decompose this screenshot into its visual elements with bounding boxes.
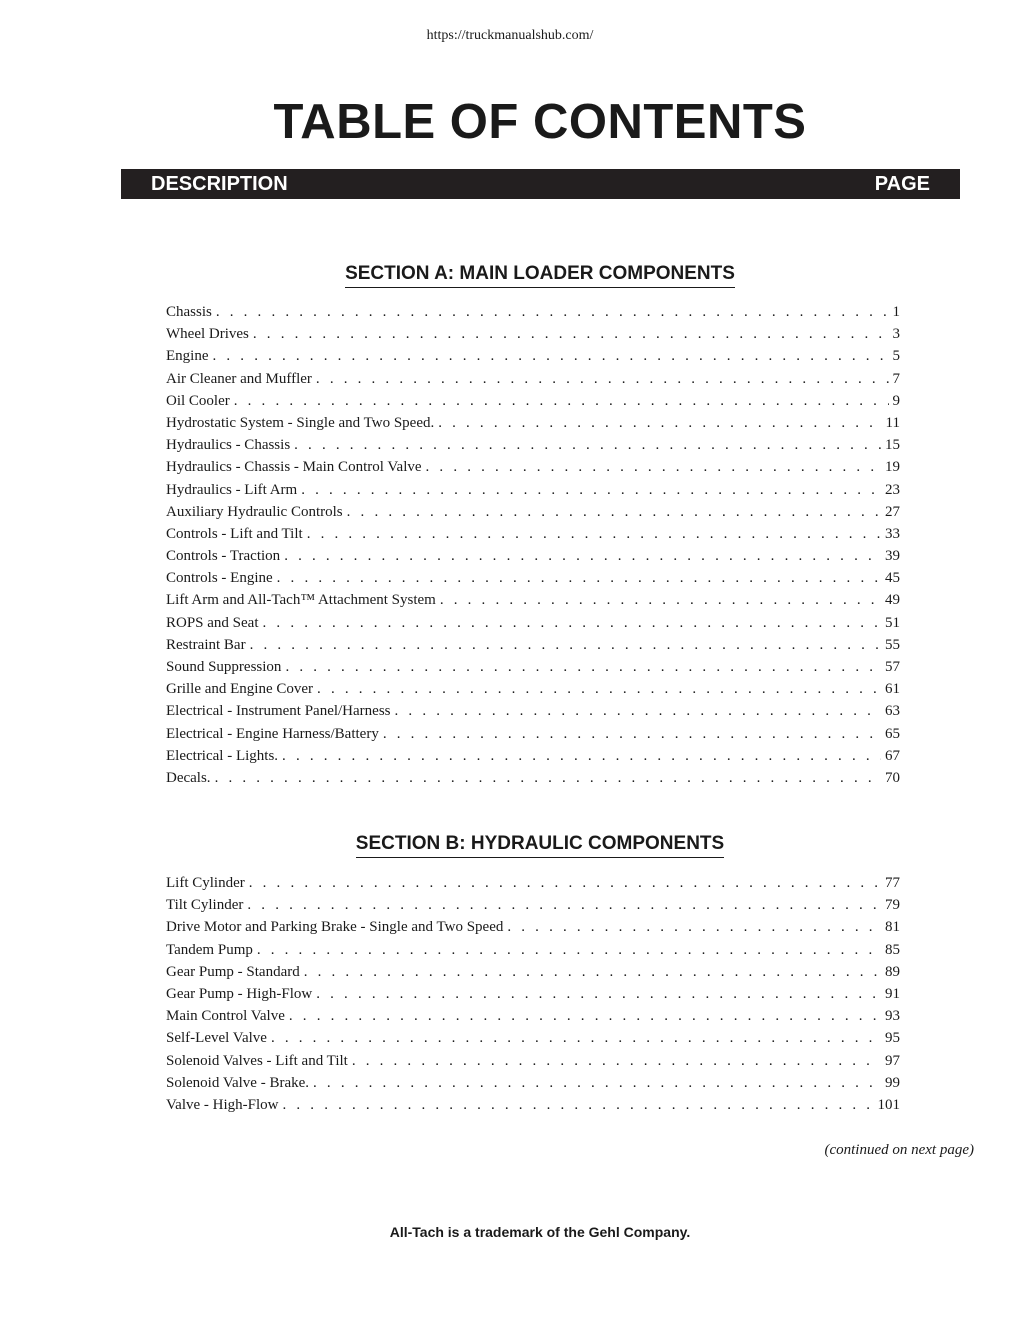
toc-entry-page: 95 [885,1030,900,1047]
dot-leader [282,748,881,765]
toc-entry-label: Decals. [166,769,211,786]
toc-entry-label: Wheel Drives [166,326,249,343]
toc-entry[interactable] [166,964,900,986]
toc-entry[interactable] [166,726,900,748]
dot-leader [316,371,889,388]
toc-entry-label: Engine [166,348,209,365]
section-a-heading: SECTION A: MAIN LOADER COMPONENTS [0,263,1020,288]
toc-entry[interactable] [166,919,900,941]
dot-leader [313,1075,881,1092]
toc-entry[interactable] [166,875,900,897]
toc-entry[interactable] [166,942,900,964]
toc-entry-label: Hydraulics - Chassis - Main Control Valve [166,459,422,476]
toc-entry-page: 3 [892,326,900,343]
dot-leader [216,304,889,321]
toc-entry[interactable] [166,770,900,792]
dot-leader [285,659,881,676]
toc-entry[interactable] [166,304,900,326]
description-column-header: DESCRIPTION [151,172,288,195]
toc-entry-label: Sound Suppression [166,659,282,675]
dot-leader [277,570,881,587]
dot-leader [347,504,881,521]
dot-leader [257,942,881,959]
toc-entry-label: Lift Cylinder [166,875,245,891]
dot-leader [234,393,889,410]
toc-entry-label: Lift Arm and All-Tach™ Attachment System [166,592,436,609]
toc-entry-label: Drive Motor and Parking Brake - Single and Two Speed [166,919,504,936]
section-b-heading: SECTION B: HYDRAULIC COMPONENTS [0,833,1020,858]
toc-entry-page: 85 [885,941,900,958]
dot-leader [284,548,881,565]
dot-leader [247,897,881,914]
toc-entry-page: 91 [885,985,900,1002]
toc-entry[interactable] [166,897,900,919]
toc-entry-page: 67 [885,747,900,764]
toc-entry-page: 15 [885,437,900,454]
toc-entry-page: 61 [885,681,900,698]
source-url: https://truckmanualshub.com/ [426,28,594,43]
toc-entry-label: Controls - Lift and Tilt [166,525,303,542]
toc-entry-page: 49 [885,592,900,609]
dot-leader [250,637,881,654]
toc-entry[interactable] [166,526,900,548]
page-title: TABLE OF CONTENTS [273,95,807,149]
dot-leader [213,348,889,365]
dot-leader [383,726,881,743]
toc-entry-label: Tandem Pump [166,941,253,958]
toc-entry[interactable] [166,986,900,1008]
dot-leader [215,770,881,787]
toc-entry[interactable] [166,1097,900,1119]
dot-leader [249,875,881,892]
toc-entry[interactable] [166,393,900,415]
toc-entry-page: 39 [885,548,900,565]
dot-leader [283,1097,874,1114]
dot-leader [395,703,881,720]
toc-entry[interactable] [166,681,900,703]
dot-leader [352,1053,881,1070]
toc-entry-label: Main Control Valve [166,1008,285,1025]
toc-entry-page: 99 [885,1074,900,1091]
toc-entry[interactable] [166,326,900,348]
toc-entry-page: 65 [885,725,900,742]
toc-entry[interactable] [166,504,900,526]
toc-entry-page: 55 [885,636,900,653]
toc-entry[interactable] [166,437,900,459]
toc-entry[interactable] [166,482,900,504]
dot-leader [440,592,881,609]
toc-entry[interactable] [166,548,900,570]
dot-leader [307,526,881,543]
dot-leader [289,1008,881,1025]
toc-entry-label: ROPS and Seat [166,614,259,631]
toc-entry-page: 19 [885,459,900,476]
continued-note: (continued on next page) [824,1142,974,1158]
toc-entry-label: Tilt Cylinder [166,897,244,914]
toc-entry[interactable] [166,703,900,725]
toc-entry[interactable] [166,1075,900,1097]
toc-entry[interactable] [166,659,900,681]
toc-entry-page: 97 [885,1052,900,1069]
toc-entry-label: Electrical - Engine Harness/Battery [166,725,379,742]
toc-entry-page: 7 [892,370,900,387]
dot-leader [253,326,889,343]
toc-entry-page: 77 [885,875,900,891]
toc-entry-page: 33 [885,525,900,542]
dot-leader [263,615,881,632]
dot-leader [426,459,881,476]
toc-entry-label: Hydrostatic System - Single and Two Speed. [166,414,435,431]
toc-entry-page: 79 [885,897,900,914]
dot-leader [438,415,881,432]
toc-entry-label: Solenoid Valves - Lift and Tilt [166,1052,348,1069]
toc-entry[interactable] [166,415,900,437]
toc-entry-label: Valve - High-Flow [166,1096,279,1113]
toc-entry-label: Auxiliary Hydraulic Controls [166,503,343,520]
dot-leader [301,482,881,499]
toc-entry-page: 101 [877,1096,900,1113]
dot-leader [317,681,881,698]
toc-entry-page: 51 [885,614,900,631]
toc-entry-page: 93 [885,1008,900,1025]
toc-entry-label: Air Cleaner and Muffler [166,370,312,387]
toc-entry-label: Electrical - Lights. [166,747,279,764]
toc-entry[interactable] [166,1008,900,1030]
dot-leader [507,919,881,936]
toc-entry-page: 45 [885,570,900,587]
toc-entry-page: 23 [885,481,900,498]
section-a-list [166,304,900,792]
toc-entry-page: 81 [885,919,900,936]
trademark-footer: All-Tach is a trademark of the Gehl Company. [389,1224,691,1240]
toc-entry-label: Chassis [166,304,212,320]
toc-entry-page: 5 [892,348,900,365]
section-b-list [166,875,900,1119]
toc-entry[interactable] [166,592,900,614]
dot-leader [294,437,881,454]
toc-entry[interactable] [166,1053,900,1075]
toc-entry-label: Electrical - Instrument Panel/Harness [166,703,391,720]
toc-entry-label: Gear Pump - Standard [166,963,300,980]
toc-entry[interactable] [166,637,900,659]
toc-entry-page: 27 [885,503,900,520]
toc-entry-label: Controls - Traction [166,548,281,565]
toc-entry-label: Hydraulics - Lift Arm [166,481,298,498]
toc-entry-label: Hydraulics - Chassis [166,437,291,454]
toc-entry-page: 9 [892,392,900,409]
dot-leader [316,986,881,1003]
toc-entry-label: Restraint Bar [166,636,246,653]
toc-entry[interactable] [166,459,900,481]
page-column-header: PAGE [874,172,930,195]
toc-entry-label: Self-Level Valve [166,1030,267,1047]
toc-entry[interactable] [166,1030,900,1052]
toc-entry-label: Gear Pump - High-Flow [166,985,313,1002]
toc-entry-label: Oil Cooler [166,392,230,409]
toc-entry[interactable] [166,748,900,770]
toc-entry-page: 70 [885,769,900,786]
toc-entry-label: Solenoid Valve - Brake. [166,1074,310,1091]
toc-entry-page: 89 [885,963,900,980]
column-header-bar [121,169,960,199]
toc-entry-page: 1 [892,304,900,320]
toc-entry[interactable] [166,371,900,393]
toc-entry[interactable] [166,615,900,637]
toc-entry-page: 57 [885,659,900,675]
toc-entry-page: 63 [885,703,900,720]
dot-leader [271,1030,881,1047]
toc-entry-page: 11 [885,414,900,431]
toc-entry-label: Controls - Engine [166,570,273,587]
toc-entry-label: Grille and Engine Cover [166,681,314,698]
toc-entry[interactable] [166,348,900,370]
toc-entry[interactable] [166,570,900,592]
dot-leader [304,964,881,981]
